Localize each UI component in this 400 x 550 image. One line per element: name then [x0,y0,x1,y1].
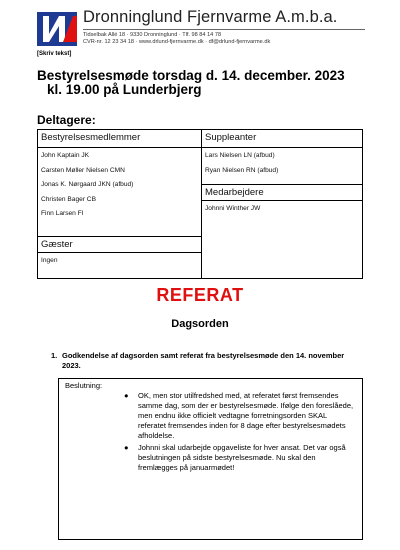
agenda-item-text: Godkendelse af dagsorden samt referat fra bestyrelsesmøde den 14. november 2023. [62,351,345,370]
decision-bullet [124,443,356,473]
agenda-item-number: 1. [51,351,58,360]
table-divider [38,147,362,148]
substitute-member: Ryan Nielsen RN (afbud) [205,167,279,174]
meeting-title: Bestyrelsesmøde torsdag d. 14. december. 2023 [37,68,345,83]
table-divider [201,200,362,201]
board-member: John Kaptain JK [41,152,90,159]
table-divider [38,236,201,237]
company-contact: CVR-nr. 12 23 34 18 · www.drlund-fjernvarme.dk · df@drlund-fjernvarme.dk [83,39,271,45]
participants-heading: Deltagere: [37,113,96,127]
employee-member: Johnni Winther JW [205,205,261,212]
table-divider [201,184,362,185]
bullet-icon: ● [124,391,129,400]
participants-table [37,129,363,279]
board-member: Carsten Møller Nielsen CMN [41,167,125,174]
header-divider [83,29,365,30]
agenda-heading: Dagsorden [171,318,229,330]
decision-box [58,378,363,540]
board-member: Christen Bager CB [41,196,96,203]
board-member: Finn Larsen FI [41,210,84,217]
guest-member: Ingen [41,257,58,264]
board-member: Jonas K. Nørgaard JKN (afbud) [41,181,134,188]
company-name: Dronninglund Fjernvarme A.m.b.a. [83,8,338,26]
table-divider [38,252,201,253]
referat-title: REFERAT [156,285,244,305]
decision-bullet [124,391,356,441]
board-header: Bestyrelsesmedlemmer [41,132,141,143]
decision-label: Beslutning: [65,381,103,390]
meeting-time-place: kl. 19.00 på Lunderbjerg [47,82,202,97]
decision-bullets [124,391,356,475]
header-placeholder: [Skriv tekst] [37,51,72,57]
guests-header: Gæster [41,239,73,250]
bullet-icon: ● [124,443,129,452]
employees-header: Medarbejdere [205,187,264,198]
company-address: Tidselbak Allé 18 · 9330 Dronninglund · Tlf. 98 84 14 78 [83,32,222,38]
substitutes-header: Suppleanter [205,132,257,143]
decision-bullet-text: Johnni skal udarbejde opgaveliste for hver ansat. Det var også beslutningen på sidste bestyrelsesmøde. Nu skal den fremlægges på januarmødet! [138,443,346,472]
substitute-member: Lars Nielsen LN (afbud) [205,152,275,159]
table-divider [201,130,202,278]
decision-bullet-text: OK, men stor utilfredshed med, at referatet først fremsendes samme dag, som der er bestyrelsesmøde. Ifølge den foreslåede, men endnu ikke officielt vedtagne forretningsorden SKAL referatet fremsendes inden for 8 dage efter bestyrelsesmødets afholdelse. [138,391,354,440]
company-logo [37,12,77,46]
